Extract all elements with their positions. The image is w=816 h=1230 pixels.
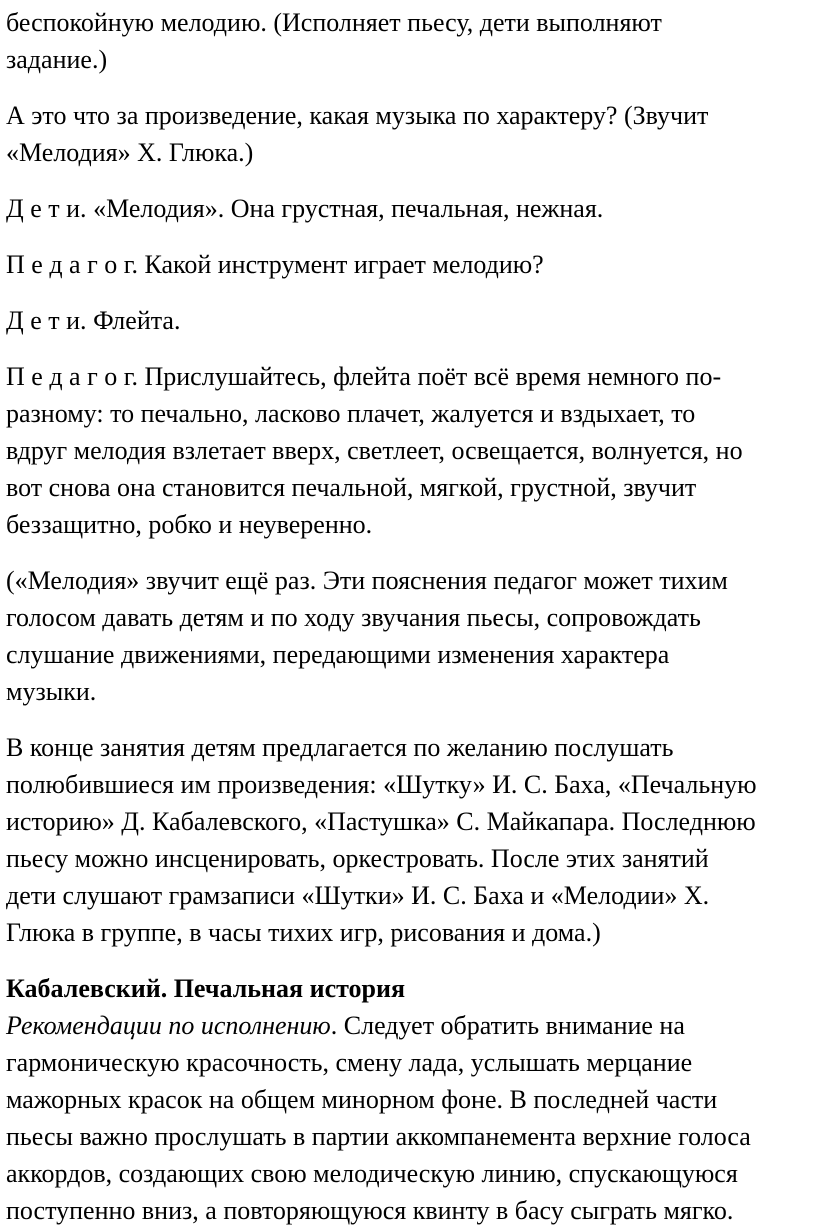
text-line: А это что за произведение, какая музыка по характеру? (Звучит bbox=[6, 101, 709, 130]
dialogue-teacher-1 bbox=[6, 246, 806, 283]
paragraph-melody-repeat bbox=[6, 562, 806, 710]
text-line: музыки. bbox=[6, 677, 97, 706]
recommendations-text: . Следует обратить внимание на bbox=[330, 1011, 685, 1040]
document-page bbox=[6, 4, 806, 1229]
text-line: беспокойную мелодию. (Исполняет пьесу, дети выполняют bbox=[6, 8, 662, 37]
text-line bbox=[6, 1007, 806, 1044]
text-line: задание.) bbox=[6, 45, 108, 74]
dialogue-text: Флейта. bbox=[86, 306, 181, 335]
text-line: беззащитно, робко и неуверенно. bbox=[6, 510, 373, 539]
text-line: вдруг мелодия взлетает вверх, светлеет, освещается, волнуется, но bbox=[6, 436, 743, 465]
paragraph-lesson-end bbox=[6, 729, 806, 951]
speaker-label: Д е т и. bbox=[6, 306, 87, 335]
text-line: вот снова она становится печальной, мягкой, грустной, звучит bbox=[6, 473, 697, 502]
text-line: аккордов, создающих свою мелодическую линию, спускающуюся bbox=[6, 1159, 738, 1188]
text-line: дети слушают грамзаписи «Шутки» И. С. Баха и «Мелодии» Х. bbox=[6, 881, 710, 910]
dialogue-text: Прислушайтесь, флейта поёт всё время немного по- bbox=[137, 362, 722, 391]
text-line: поступенно вниз, а повторяющуюся квинту в басу сыграть мягко. bbox=[6, 1196, 734, 1225]
text-line: полюбившиеся им произведения: «Шутку» И. С. Баха, «Печальную bbox=[6, 770, 757, 799]
text-line: историю» Д. Кабалевского, «Пастушка» С. Майкапара. Последнюю bbox=[6, 807, 756, 836]
dialogue-children-1 bbox=[6, 190, 806, 227]
text-line: («Мелодия» звучит ещё раз. Эти пояснения педагог может тихим bbox=[6, 566, 728, 595]
text-line: разному: то печально, ласково плачет, жалуется и вздыхает, то bbox=[6, 399, 696, 428]
text-line: голосом давать детям и по ходу звучания пьесы, сопровождать bbox=[6, 603, 701, 632]
speaker-label: П е д а г о г. bbox=[6, 250, 138, 279]
dialogue-text: «Мелодия». Она грустная, печальная, нежная. bbox=[86, 194, 604, 223]
paragraph-melody-task bbox=[6, 4, 806, 78]
text-line bbox=[6, 358, 806, 395]
text-line: «Мелодия» Х. Глюка.) bbox=[6, 138, 254, 167]
paragraph-question bbox=[6, 97, 806, 171]
speaker-label: П е д а г о г. bbox=[6, 362, 138, 391]
text-line: Глюка в группе, в часы тихих игр, рисования и дома.) bbox=[6, 918, 601, 947]
text-line: пьесы важно прослушать в партии аккомпанемента верхние голоса bbox=[6, 1122, 751, 1151]
text-line: мажорных красок на общем минорном фоне. В последней части bbox=[6, 1085, 718, 1114]
text-line: пьесу можно инсценировать, оркестровать. После этих занятий bbox=[6, 844, 709, 873]
dialogue-teacher-2 bbox=[6, 358, 806, 543]
text-line: гармоническую красочность, смену лада, услышать мерцание bbox=[6, 1048, 693, 1077]
dialogue-text: Какой инструмент играет мелодию? bbox=[137, 250, 544, 279]
text-line: слушание движениями, передающими изменения характера bbox=[6, 640, 670, 669]
paragraph-recommendations bbox=[6, 1007, 806, 1229]
section-heading: Кабалевский. Печальная история bbox=[6, 974, 406, 1003]
dialogue-children-2 bbox=[6, 302, 806, 339]
text-line: В конце занятия детям предлагается по желанию послушать bbox=[6, 733, 674, 762]
speaker-label: Д е т и. bbox=[6, 194, 87, 223]
recommendations-lead: Рекомендации по исполнению bbox=[6, 1011, 331, 1040]
